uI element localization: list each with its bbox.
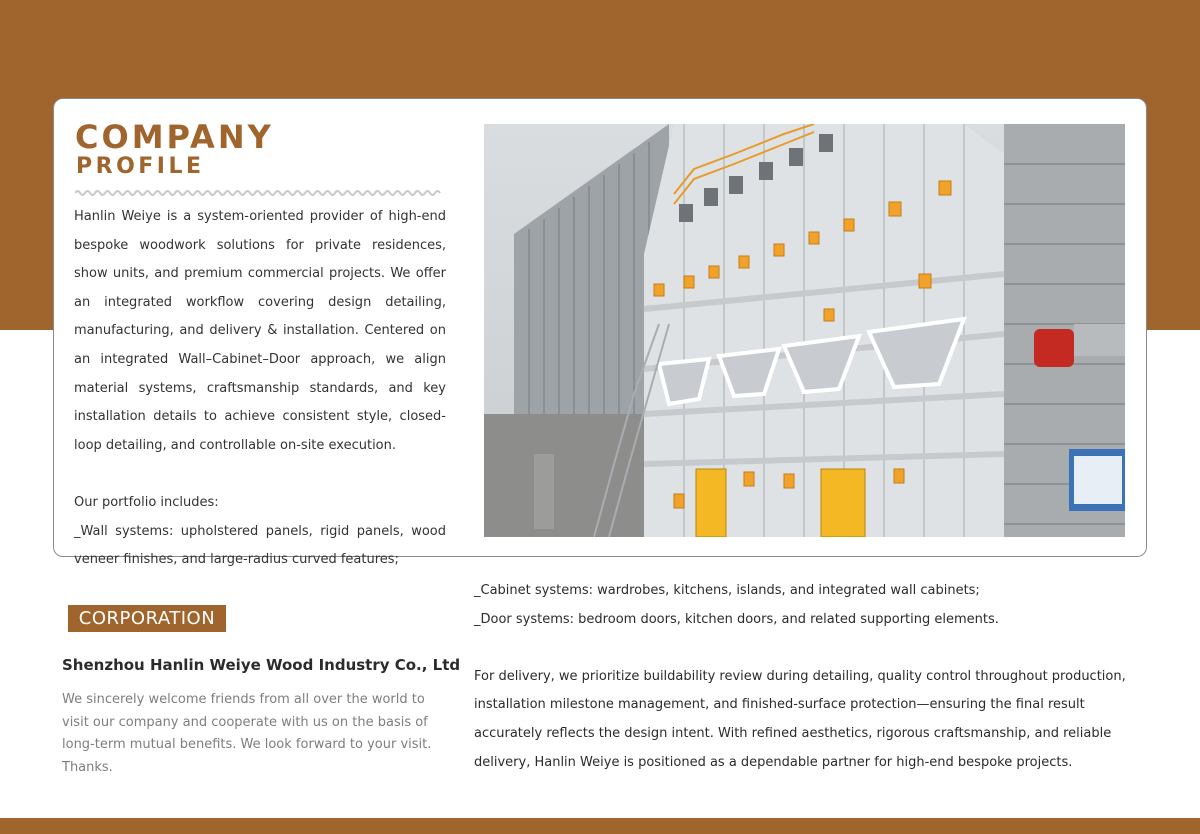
- wall-systems-item: _Wall systems: upholstered panels, rigid panels, wood veneer finishes, and large-radius curved features;: [74, 523, 446, 568]
- delivery-paragraph: For delivery, we prioritize buildability review during detailing, quality control throughout production, installation milestone management, and finished-surface protection—ensuring the final result accurately reflects the design intent. With refined aesthetics, rigorous craftsmanship, and reliable delivery, Hanlin Weiye is positioned as a dependable partner for high-end bespoke projects.: [474, 668, 1126, 770]
- profile-subtitle: PROFILE: [76, 154, 205, 179]
- corporation-badge: CORPORATION: [68, 605, 226, 632]
- portfolio-heading: Our portfolio includes:: [74, 494, 219, 510]
- profile-title: COMPANY: [75, 118, 274, 156]
- welcome-text: We sincerely welcome friends from all over the world to visit our company and cooperate with us on the basis of long-term mutual benefits. We look forward to your visit. Thanks.: [62, 692, 432, 775]
- company-name: Shenzhou Hanlin Weiye Wood Industry Co., Ltd: [62, 656, 461, 674]
- intro-paragraph: Hanlin Weiye is a system-oriented provider of high-end bespoke woodwork solutions for private residences, show units, and premium commercial projects. We offer an integrated workflow covering design detailing, manufacturing, and delivery & installation. Centered on an integrated Wall–Cabinet–Door approach, we align material systems, craftsmanship standards, and key installation details to achieve consistent style, closed-loop detailing, and controllable on-site execution.: [74, 209, 446, 453]
- wave-divider: [75, 189, 442, 197]
- profile-card: [53, 98, 1147, 568]
- factory-photo: [484, 124, 1125, 537]
- cabinet-systems-item: _Cabinet systems: wardrobes, kitchens, islands, and integrated wall cabinets;: [474, 583, 980, 598]
- door-systems-item: _Door systems: bedroom doors, kitchen doors, and related supporting elements.: [474, 611, 999, 627]
- intro-text: [74, 203, 446, 575]
- profile-continued: [474, 577, 1144, 777]
- bottom-brand-band: [0, 818, 1200, 834]
